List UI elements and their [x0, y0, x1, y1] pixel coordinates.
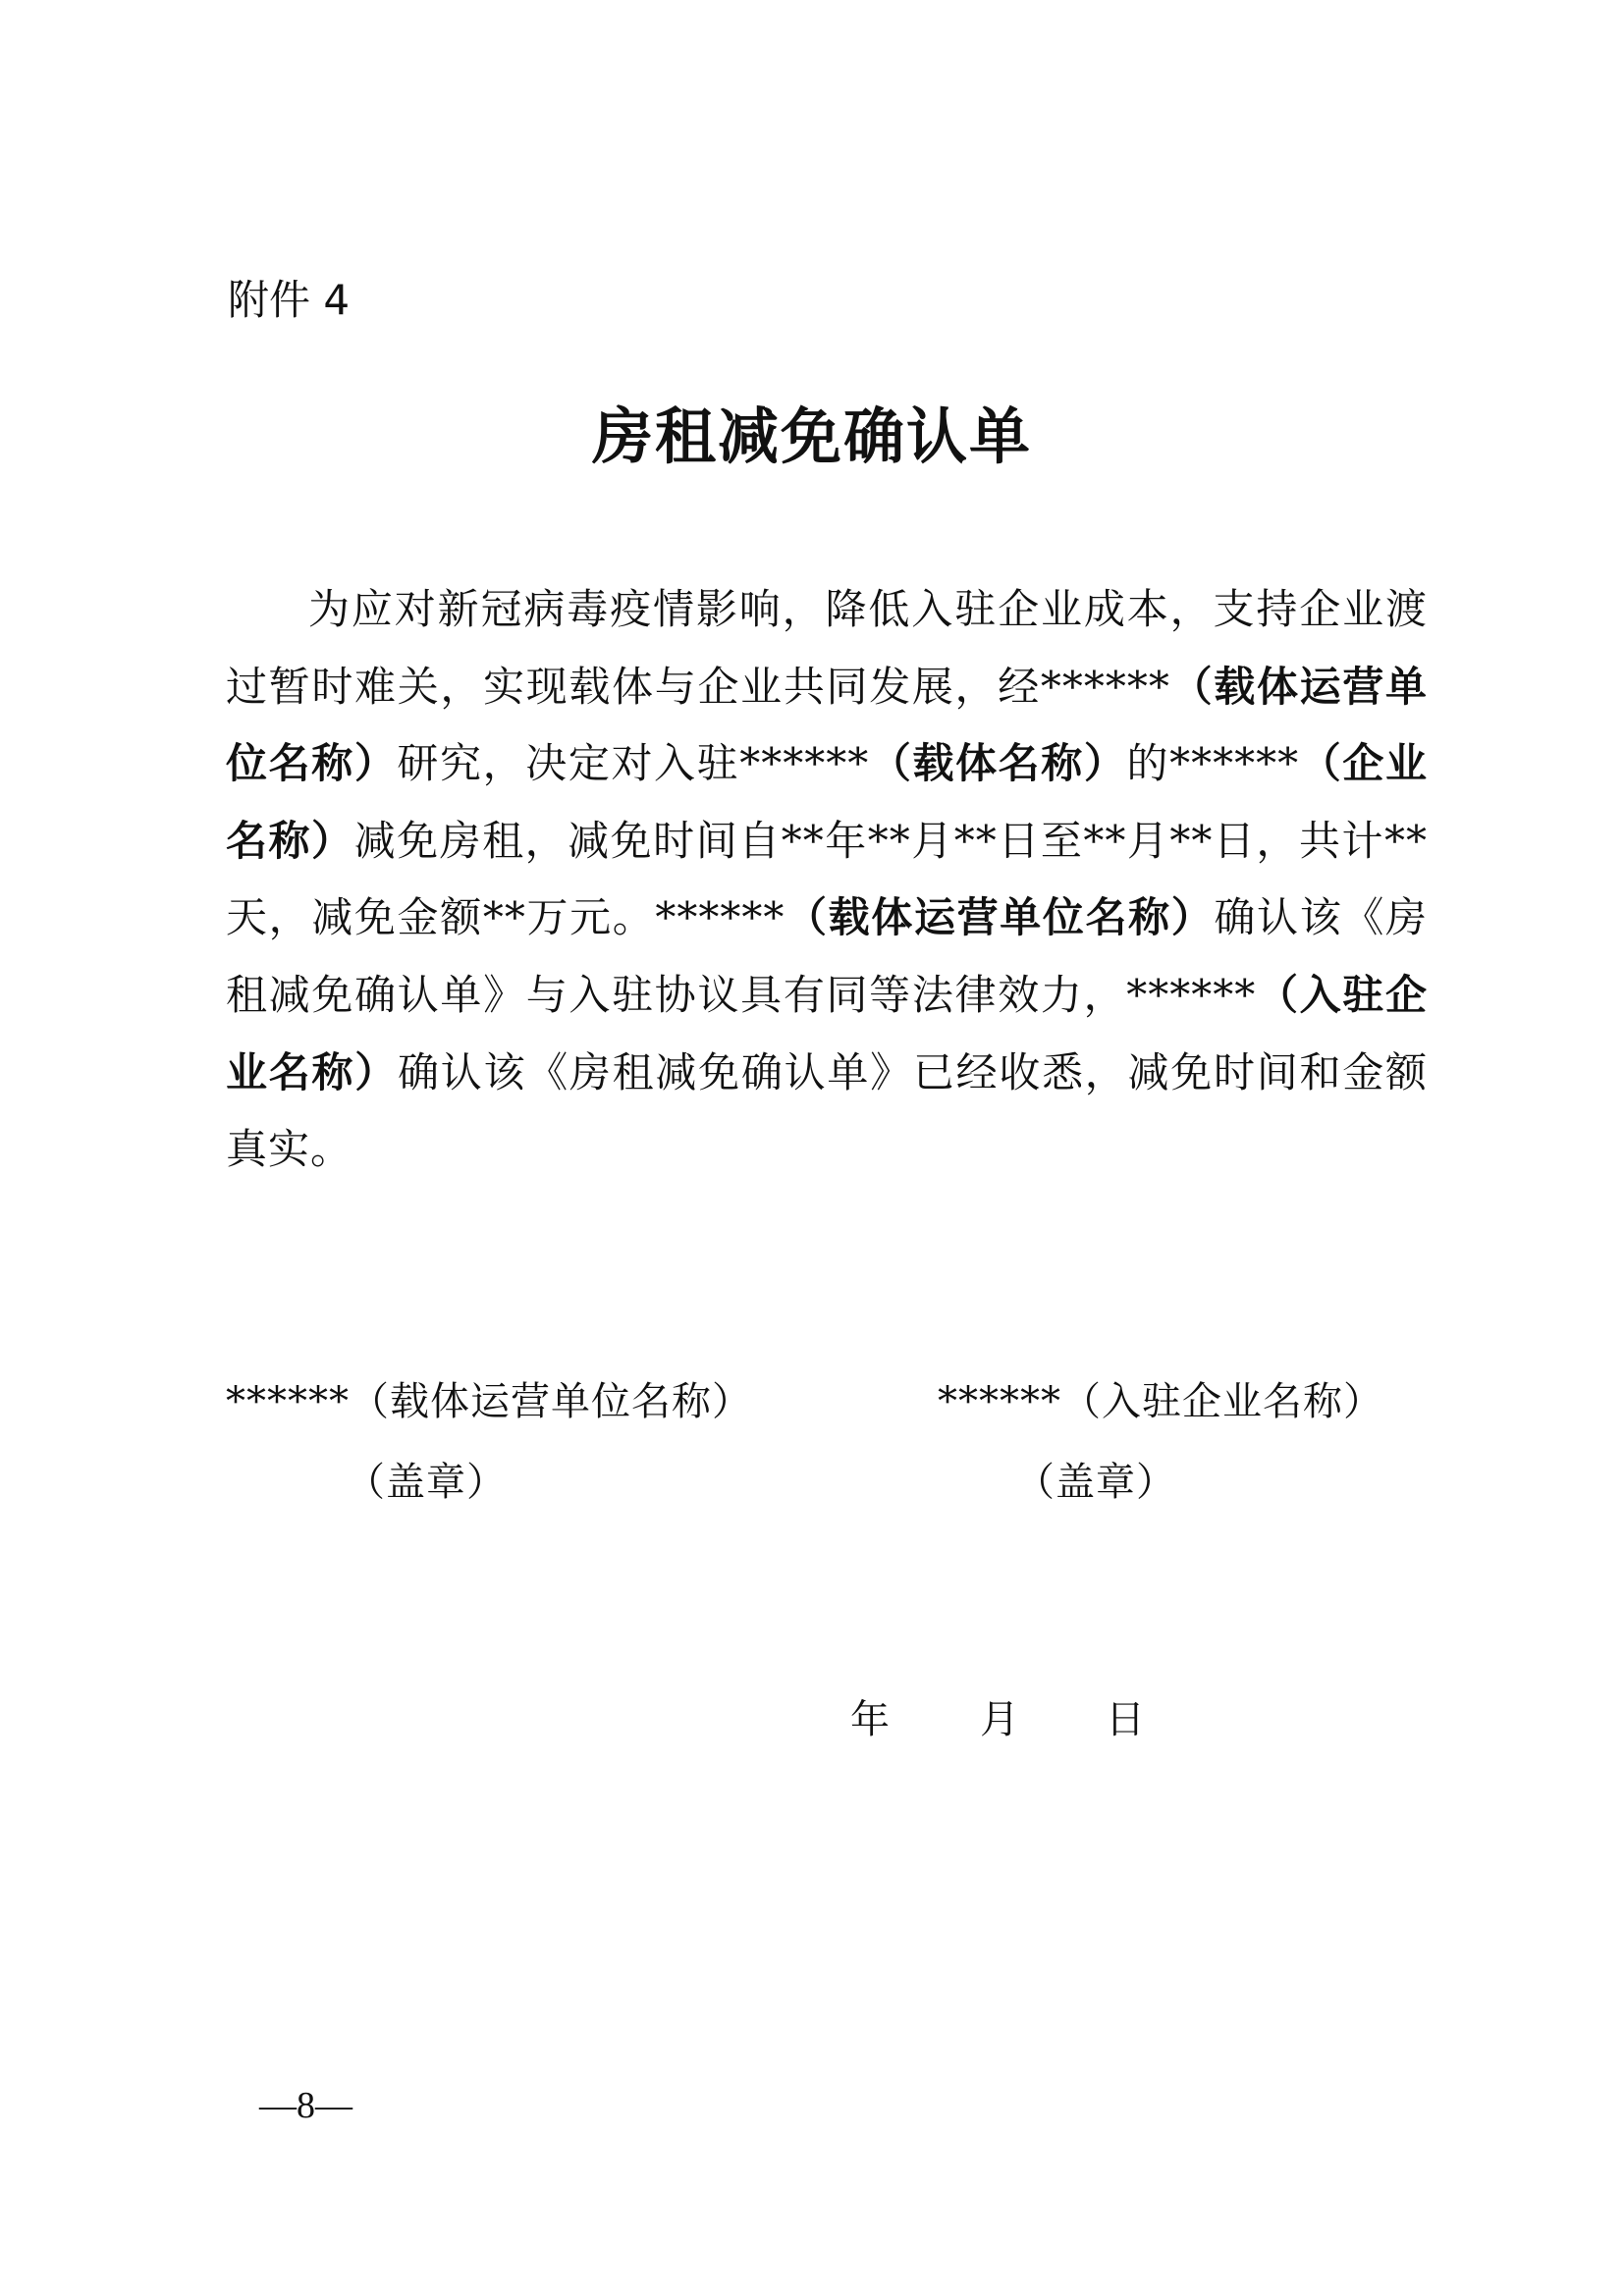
body-bold-1: （载体运营单位名称） — [226, 662, 1428, 788]
page-number: —8— — [259, 2085, 352, 2126]
body-bold-3: （企业名称） — [226, 739, 1428, 865]
body-text-2: 研究，决定对入驻****** — [397, 739, 870, 788]
right-signatory-name: ******（入驻企业名称） — [938, 1379, 1383, 1424]
body-text-5: 确认该《房租减免确认单》与入驻协议具有同等法律效力，****** — [226, 893, 1428, 1019]
body-bold-5: （入驻企业名称） — [226, 970, 1428, 1096]
body-paragraph — [226, 571, 1428, 1189]
body-text-3: 的****** — [1126, 739, 1300, 788]
annex-label: 附件 4 — [228, 276, 351, 324]
date-day: 日 — [1106, 1697, 1145, 1742]
right-seal-label: （盖章） — [1015, 1460, 1176, 1505]
date-month: 月 — [980, 1697, 1019, 1742]
date-year: 年 — [850, 1697, 890, 1742]
document-title: 房租减免确认单 — [591, 400, 1032, 472]
left-signatory-name: ******（载体运营单位名称） — [226, 1379, 752, 1424]
body-text-6: 确认该《房租减免确认单》已经收悉，减免时间和金额真实。 — [226, 1047, 1428, 1174]
body-bold-4: （载体运营单位名称） — [785, 893, 1215, 942]
body-text-4: 减免房租，减免时间自**年**月**日至**月**日，共计**天，减免金额**万元。****** — [226, 816, 1428, 942]
body-bold-2: （载体名称） — [869, 739, 1127, 788]
left-seal-label: （盖章） — [346, 1460, 507, 1505]
body-text-1: 为应对新冠病毒疫情影响，降低入驻企业成本，支持企业渡过暂时难关，实现载体与企业共同发展，经****** — [226, 585, 1428, 711]
date-line — [850, 1690, 1145, 1749]
